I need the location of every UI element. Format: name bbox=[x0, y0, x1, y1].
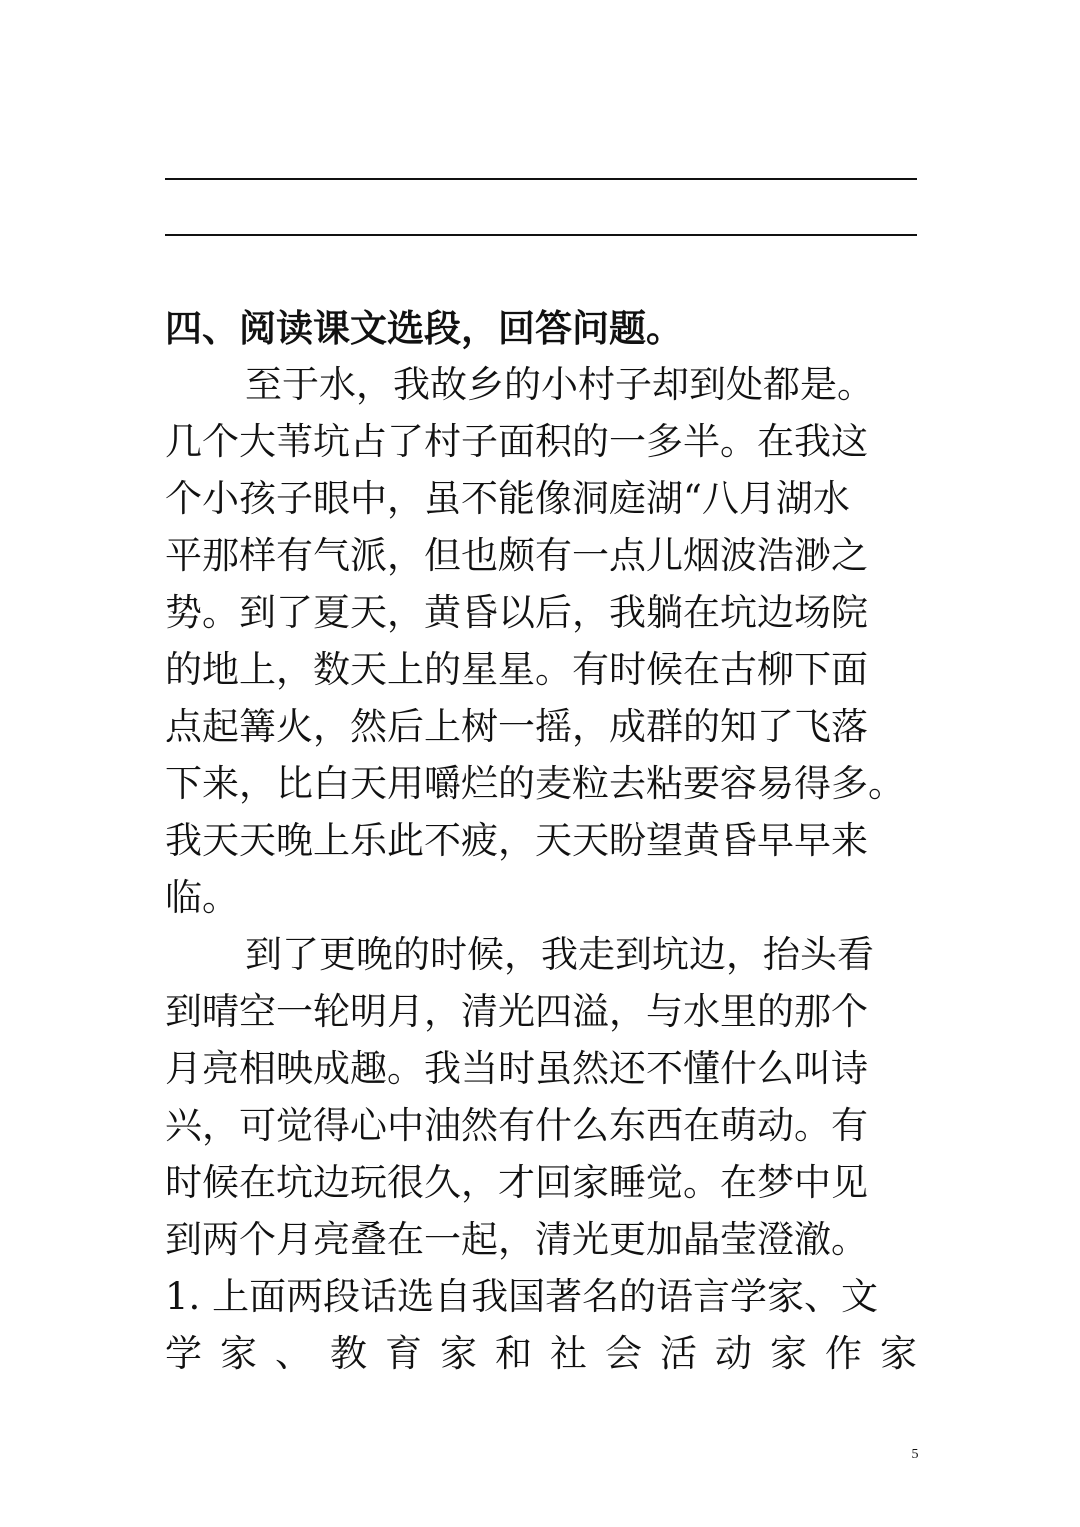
q1-char: 会 bbox=[605, 1332, 642, 1375]
q1-char: 育 bbox=[385, 1332, 422, 1375]
paragraph-1-line: 至于水，我故乡的小村子却到处都是。 bbox=[245, 363, 874, 406]
paragraph-1-line: 的地上，数天上的星星。有时候在古柳下面 bbox=[165, 648, 868, 691]
paragraph-1-line: 点起篝火，然后上树一摇，成群的知了飞落 bbox=[165, 705, 868, 748]
q1-char: 动 bbox=[715, 1332, 752, 1375]
q1-char: 作 bbox=[825, 1332, 862, 1375]
paragraph-2-line: 月亮相映成趣。我当时虽然还不懂什么叫诗 bbox=[165, 1047, 868, 1090]
paragraph-2-line: 兴，可觉得心中油然有什么东西在萌动。有 bbox=[165, 1104, 868, 1147]
page-number: 5 bbox=[911, 1447, 919, 1462]
q1-char: 学 bbox=[165, 1332, 202, 1375]
question-1-justified-line bbox=[165, 1326, 917, 1382]
q1-char: 家 bbox=[880, 1332, 917, 1375]
q1-char: 活 bbox=[660, 1332, 697, 1375]
q1-char: 家 bbox=[440, 1332, 477, 1375]
paragraph-1-line: 我天天晚上乐此不疲，天天盼望黄昏早早来 bbox=[165, 819, 868, 862]
answer-line-1 bbox=[165, 178, 917, 180]
question-1-line: 1. 上面两段话选自我国著名的语言学家、文 bbox=[165, 1275, 879, 1318]
q1-char: 社 bbox=[550, 1332, 587, 1375]
paragraph-1-line: 几个大苇坑占了村子面积的一多半。在我这 bbox=[165, 420, 868, 463]
q1-char: 家 bbox=[220, 1332, 257, 1375]
paragraph-2-line: 时候在坑边玩很久，才回家睡觉。在梦中见 bbox=[165, 1161, 868, 1204]
paragraph-1-line: 下来，比白天用嚼烂的麦粒去粘要容易得多。 bbox=[165, 762, 905, 805]
paragraph-2-line: 到晴空一轮明月，清光四溢，与水里的那个 bbox=[165, 990, 868, 1033]
paragraph-1-line: 临。 bbox=[165, 876, 239, 919]
section-heading: 四、阅读课文选段，回答问题。 bbox=[165, 307, 683, 350]
q1-char: 教 bbox=[330, 1332, 367, 1375]
paragraph-2-line: 到两个月亮叠在一起，清光更加晶莹澄澈。 bbox=[165, 1218, 868, 1261]
paragraph-2-line: 到了更晚的时候，我走到坑边，抬头看 bbox=[245, 933, 874, 976]
q1-char: 、 bbox=[275, 1332, 312, 1375]
paragraph-1-line: 平那样有气派，但也颇有一点儿烟波浩渺之 bbox=[165, 534, 868, 577]
q1-char: 家 bbox=[770, 1332, 807, 1375]
paragraph-1-line: 个小孩子眼中，虽不能像洞庭湖“八月湖水 bbox=[165, 477, 850, 520]
answer-line-2 bbox=[165, 234, 917, 236]
q1-char: 和 bbox=[495, 1332, 532, 1375]
paragraph-1-line: 势。到了夏天，黄昏以后，我躺在坑边场院 bbox=[165, 591, 868, 634]
